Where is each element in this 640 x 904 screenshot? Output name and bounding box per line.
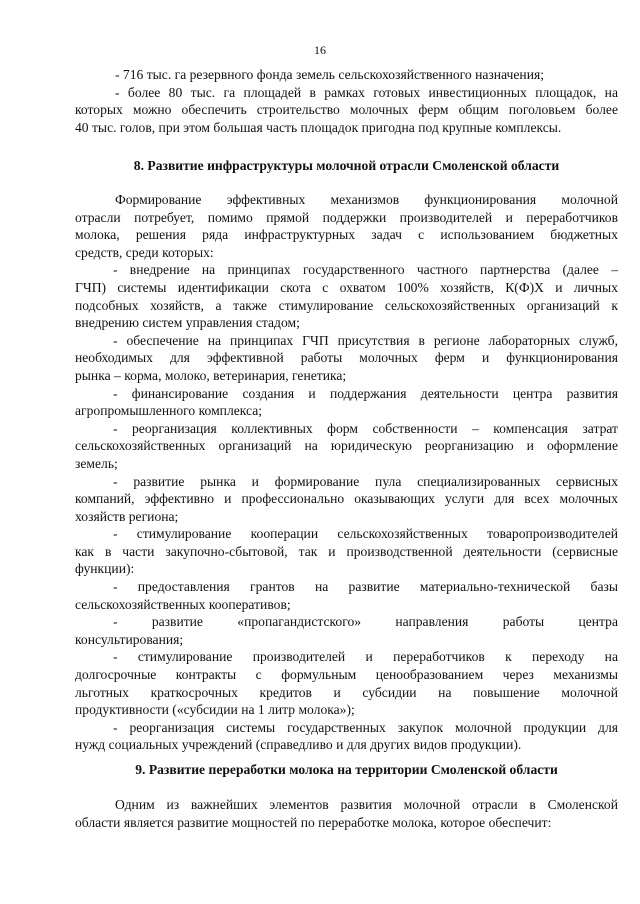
text-line: сельскохозяйственных кооперативов; bbox=[75, 596, 291, 612]
text-line: как в части закупочно-сбытовой, так и производственной деятельности (сервисные bbox=[75, 543, 618, 559]
text-line: - развитие рынка и формирование пула специализированных сервисных bbox=[113, 473, 618, 489]
text-line: функции): bbox=[75, 561, 135, 577]
text-line: - стимулирование производителей и переработчиков к переходу на bbox=[113, 649, 618, 665]
text-line: консультирования; bbox=[75, 631, 184, 647]
text-line: внедрению систем управления стадом; bbox=[75, 315, 300, 331]
text-line: - развитие «пропагандистского» направления работы центра bbox=[113, 614, 618, 630]
text-line: - реорганизация системы государственных закупок молочной продукции для bbox=[113, 719, 618, 735]
text-line: - реорганизация коллективных форм собственности – компенсация затрат bbox=[113, 420, 618, 436]
text-line: ГЧП) системы идентификации скота с охватом 100% хозяйств, К(Ф)Х и личных bbox=[75, 279, 618, 295]
section-9-body bbox=[75, 796, 618, 831]
text-line: Одним из важнейших элементов развития молочной отрасли в Смоленской bbox=[115, 797, 618, 812]
section-9-heading: 9. Развитие переработки молока на территории Смоленской области bbox=[135, 762, 558, 777]
text-line: нужд социальных учреждений (справедливо и для других видов продукции). bbox=[75, 737, 522, 753]
text-line: долгосрочные контракты с формульным ценообразованием через механизмы bbox=[75, 667, 618, 683]
text-line: - финансирование создания и поддержания деятельности центра развития bbox=[113, 385, 618, 401]
text-line: рынка – корма, молоко, ветеринария, генетика; bbox=[75, 367, 347, 383]
text-line: льготных краткосрочных кредитов и субсидии на повышение молочной bbox=[75, 684, 618, 700]
text-line: - более 80 тыс. га площадей в рамках готовых инвестиционных площадок, на bbox=[115, 84, 618, 100]
text-line: молока, решения ряда инфраструктурных задач с использованием бюджетных bbox=[75, 227, 618, 243]
text-line: Формирование эффективных механизмов функционирования молочной bbox=[115, 192, 618, 207]
text-line: сельскохозяйственных организаций на юридическую реорганизацию и оформление bbox=[75, 438, 618, 454]
text-line: 40 тыс. голов, при этом большая часть площадок пригодна под крупные комплексы. bbox=[75, 119, 562, 135]
section-8-body bbox=[75, 191, 618, 754]
text-line: продуктивности («субсидии на 1 литр молока»); bbox=[75, 702, 355, 718]
top-list bbox=[75, 66, 618, 136]
text-line: средств, среди которых: bbox=[75, 244, 214, 260]
text-line: - 716 тыс. га резервного фонда земель сельскохозяйственного назначения; bbox=[115, 67, 545, 82]
text-line: необходимых для эффективной работы молочных ферм и функционирования bbox=[75, 350, 618, 366]
text-line: компаний, эффективно и профессионально оказывающих услуги для всех молочных bbox=[75, 491, 618, 507]
text-line: земель; bbox=[75, 455, 118, 471]
text-line: отрасли потребует, помимо прямой поддержки производителей и переработчиков bbox=[75, 209, 618, 225]
text-line: хозяйств региона; bbox=[75, 508, 179, 524]
text-line: - предоставления грантов на развитие материально-технической базы bbox=[113, 579, 618, 595]
text-line: агропромышленного комплекса; bbox=[75, 403, 263, 419]
section-8-heading: 8. Развитие инфраструктуры молочной отрасли Смоленской области bbox=[133, 158, 560, 173]
text-line: - стимулирование кооперации сельскохозяйственных товаропроизводителей bbox=[113, 526, 618, 542]
text-line: подсобных хозяйств, а также стимулирование сельскохозяйственных организаций к bbox=[75, 297, 618, 313]
text-line: - внедрение на принципах государственного частного партнерства (далее – bbox=[113, 262, 618, 278]
text-line: которых можно обеспечить строительство молочных ферм общим поголовьем более bbox=[75, 102, 618, 118]
text-line: - обеспечение на принципах ГЧП присутствия в регионе лабораторных служб, bbox=[113, 332, 618, 348]
page-number: 16 bbox=[314, 43, 326, 57]
text-line: области является развитие мощностей по переработке молока, которое обеспечит: bbox=[75, 814, 552, 830]
